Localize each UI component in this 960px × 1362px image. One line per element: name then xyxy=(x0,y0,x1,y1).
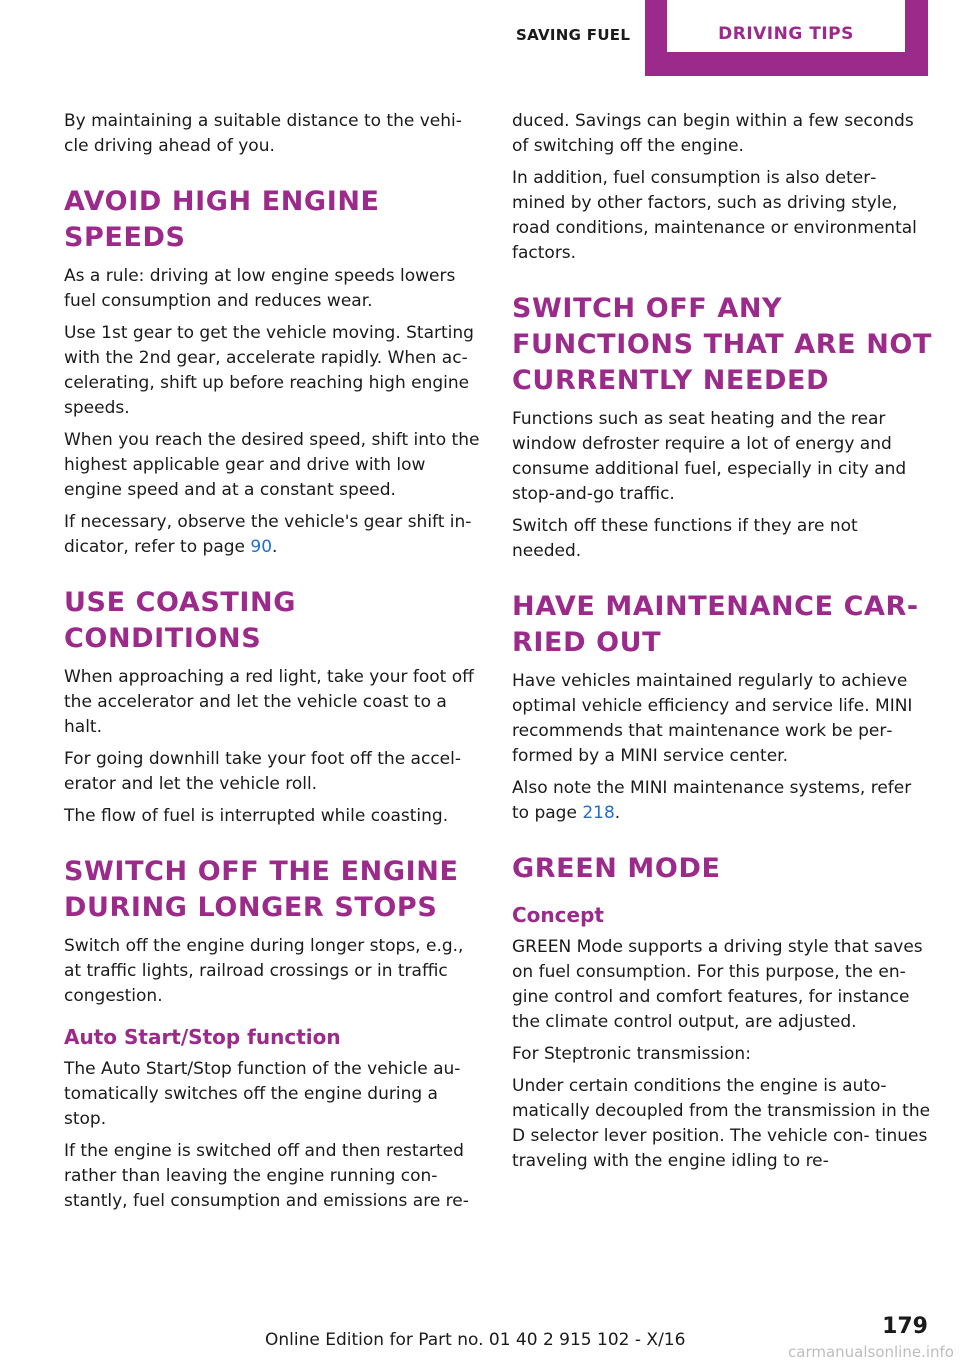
paragraph: When you reach the desired speed, shift into the highest applicable gear and drive with low engine speed and at a constant speed. xyxy=(64,430,480,500)
right-column xyxy=(512,109,932,1181)
subheading-auto-start-stop: Auto Start/Stop function xyxy=(64,1025,341,1049)
header-chapter-tab[interactable] xyxy=(645,0,928,76)
heading-avoid-high-engine-speeds: AVOID HIGH ENGINE SPEEDS xyxy=(64,186,380,253)
paragraph: If the engine is switched off and then restarted rather than leaving the engine running con‐ stantly, fuel consumption and emissions are re‐ xyxy=(64,1141,469,1211)
paragraph-text: Also note the MINI maintenance systems, refer to page xyxy=(512,778,912,823)
left-column xyxy=(64,109,484,1221)
heading-green-mode: GREEN MODE xyxy=(512,853,721,884)
paragraph: The Auto Start/Stop function of the vehicle au‐ tomatically switches off the engine during a stop. xyxy=(64,1059,461,1129)
page-link-218[interactable]: 218 xyxy=(582,803,615,823)
heading-switch-off-engine: SWITCH OFF THE ENGINE DURING LONGER STOPS xyxy=(64,856,459,923)
header-section-label: SAVING FUEL xyxy=(516,26,631,44)
paragraph: Under certain conditions the engine is auto‐ matically decoupled from the transmission in the D selector lever position. The vehicle con‐ tinues traveling with the engine idling to re‐ xyxy=(512,1076,931,1171)
subheading-concept: Concept xyxy=(512,903,604,927)
paragraph: When approaching a red light, take your foot off the accelerator and let the vehicle coast to a halt. xyxy=(64,667,474,737)
paragraph: GREEN Mode supports a driving style that saves on fuel consumption. For this purpose, the en‐ gine control and comfort features, for instance the climate control output, are adjusted. xyxy=(512,937,923,1032)
paragraph-with-link xyxy=(64,510,484,560)
paragraph-with-link xyxy=(512,776,932,826)
paragraph: Switch off these functions if they are not needed. xyxy=(512,516,858,561)
paragraph: The flow of fuel is interrupted while coasting. xyxy=(64,806,449,826)
paragraph: Have vehicles maintained regularly to achieve optimal vehicle efficiency and service life. MINI recommends that maintenance work be per‐ formed by a MINI service center. xyxy=(512,671,913,766)
paragraph: Use 1st gear to get the vehicle moving. Starting with the 2nd gear, accelerate rapidly. When ac‐ celerating, shift up before reaching high engine speeds. xyxy=(64,323,474,418)
paragraph: Functions such as seat heating and the rear window defroster require a lot of energy and consume additional fuel, especially in city and stop-and-go traffic. xyxy=(512,409,907,504)
heading-have-maintenance: HAVE MAINTENANCE CAR‐ RIED OUT xyxy=(512,591,919,658)
intro-paragraph: By maintaining a suitable distance to the vehi‐ cle driving ahead of you. xyxy=(64,111,462,156)
paragraph-text: . xyxy=(272,537,278,557)
paragraph: duced. Savings can begin within a few seconds of switching off the engine. xyxy=(512,111,914,156)
paragraph: For Steptronic transmission: xyxy=(512,1044,751,1064)
paragraph-text: If necessary, observe the vehicle's gear shift in‐ dicator, refer to page xyxy=(64,512,472,557)
header-chapter-tab-inner xyxy=(667,0,905,52)
header-chapter-label: DRIVING TIPS xyxy=(718,24,854,44)
page-link-90[interactable]: 90 xyxy=(250,537,273,557)
paragraph: In addition, fuel consumption is also deter‐ mined by other factors, such as driving style, road conditions, maintenance or environmental factors. xyxy=(512,168,917,263)
paragraph-text: . xyxy=(614,803,621,823)
paragraph: For going downhill take your foot off the accel‐ erator and let the vehicle roll. xyxy=(64,749,461,794)
paragraph: As a rule: driving at low engine speeds lowers fuel consumption and reduces wear. xyxy=(64,266,456,311)
page-number: 179 xyxy=(882,1314,928,1339)
heading-use-coasting-conditions: USE COASTING CONDITIONS xyxy=(64,587,297,654)
heading-switch-off-functions: SWITCH OFF ANY FUNCTIONS THAT ARE NOT CURRENTLY NEEDED xyxy=(512,293,932,396)
paragraph: Switch off the engine during longer stops, e.g., at traffic lights, railroad crossings or in traffic congestion. xyxy=(64,936,464,1006)
watermark: carmanualsonline.info xyxy=(788,1343,954,1361)
footer-edition: Online Edition for Part no. 01 40 2 915 102 - X/16 xyxy=(265,1330,686,1350)
